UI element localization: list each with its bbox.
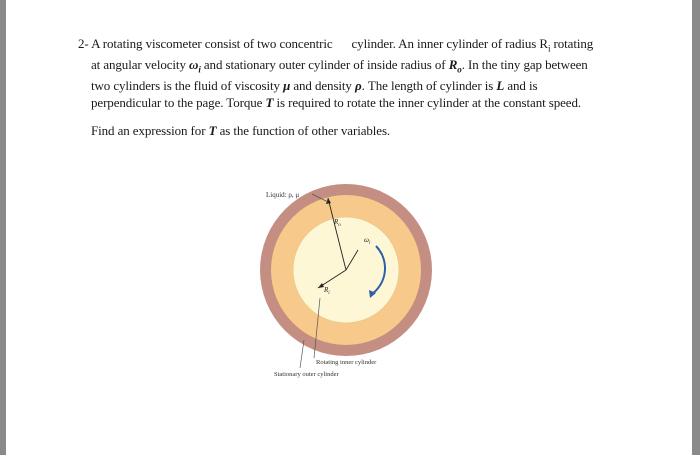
stationary-leader	[300, 340, 304, 368]
problem-number: 2-	[78, 36, 89, 51]
ro-label: $R_o$	[334, 218, 341, 228]
rotating-label: Rotating inner cylinder	[316, 359, 377, 366]
torque-symbol-find: T	[208, 123, 217, 139]
rho-symbol: ρ	[354, 78, 362, 94]
document-page	[6, 0, 692, 455]
torque-symbol: T	[265, 94, 274, 110]
problem-line-2: at angular velocity $\omega_i$ and stationary outer cylinder of inside radius of $R_o$. In the tiny gap between	[91, 57, 588, 75]
liquid-label: Liquid: ρ, μ	[266, 191, 300, 199]
ri-label: $R_i$	[324, 286, 330, 296]
omega-symbol: ω	[189, 57, 199, 73]
omega-label: $\omega_i$	[364, 236, 371, 246]
find-instruction: Find an expression for T as the function of other variables.	[91, 123, 391, 139]
viscometer-diagram	[246, 180, 466, 390]
stationary-label: Stationary outer cylinder	[274, 371, 339, 378]
length-symbol: L	[496, 78, 505, 94]
mu-symbol: μ	[283, 78, 291, 94]
outer-radius-symbol: R	[448, 57, 458, 73]
problem-line-4: perpendicular to the page. Torque T is required to rotate the inner cylinder at the constant speed.	[91, 94, 582, 110]
viscometer-figure	[246, 180, 466, 390]
problem-line-1: 2- A rotating viscometer consist of two concentric cylinder. An inner cylinder of radius $R_i$ rotating	[78, 36, 594, 54]
problem-line-3: two cylinders is the fluid of viscosity μ and density ρ. The length of cylinder is L and is	[91, 78, 538, 94]
problem-statement	[78, 36, 638, 140]
